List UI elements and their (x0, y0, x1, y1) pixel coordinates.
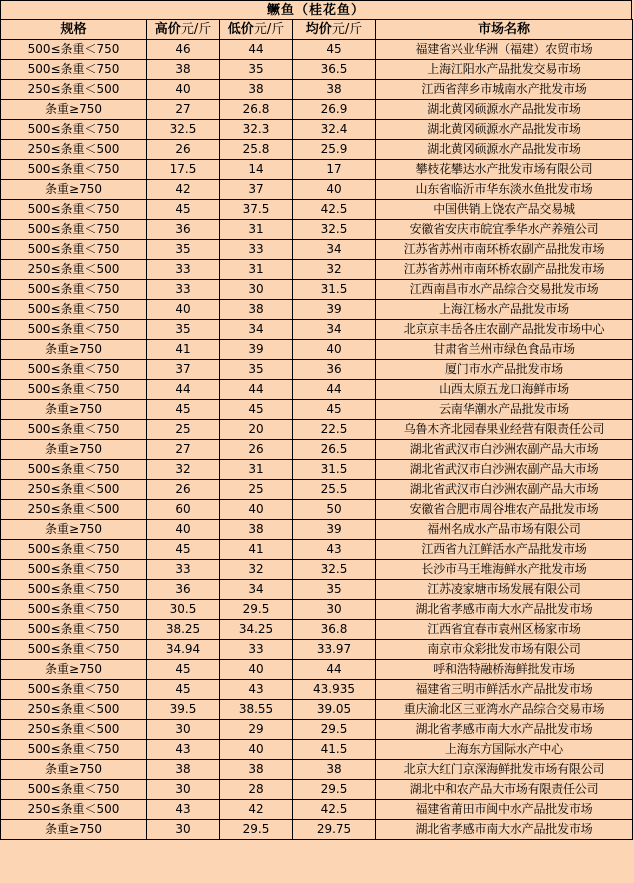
cell-high-price: 41 (147, 340, 220, 360)
cell-market: 安徽省安庆市皖宜季华水产养殖公司 (376, 220, 633, 240)
table-row (1, 380, 633, 400)
cell-spec: 500≤条重＜750 (1, 200, 147, 220)
table-row (1, 280, 633, 300)
cell-low-price: 38 (220, 520, 293, 540)
cell-spec: 500≤条重＜750 (1, 600, 147, 620)
cell-low-price: 42 (220, 800, 293, 820)
header-low-unit: 元/斤 (253, 22, 285, 37)
table-row (1, 580, 633, 600)
cell-spec: 250≤条重＜500 (1, 260, 147, 280)
cell-market: 湖北省孝感市南大水产品批发市场 (376, 820, 633, 840)
cell-market: 北京京丰岳各庄农副产品批发市场中心 (376, 320, 633, 340)
table-row (1, 440, 633, 460)
cell-spec: 250≤条重＜500 (1, 500, 147, 520)
cell-avg-price: 40 (293, 180, 376, 200)
cell-avg-price: 32.5 (293, 220, 376, 240)
cell-market: 安徽省合肥市周谷堆农产品批发市场 (376, 500, 633, 520)
table-row (1, 60, 633, 80)
cell-low-price: 33 (220, 640, 293, 660)
cell-low-price: 41 (220, 540, 293, 560)
table-row (1, 660, 633, 680)
cell-avg-price: 25.9 (293, 140, 376, 160)
table-row (1, 700, 633, 720)
cell-market: 福建省三明市鲜活水产品批发市场 (376, 680, 633, 700)
cell-market: 上海东方国际水产中心 (376, 740, 633, 760)
cell-spec: 500≤条重＜750 (1, 420, 147, 440)
header-low-label: 低价 (227, 22, 254, 37)
table-row (1, 180, 633, 200)
cell-low-price: 45 (220, 400, 293, 420)
cell-spec: 条重≥750 (1, 400, 147, 420)
cell-avg-price: 25.5 (293, 480, 376, 500)
header-high-label: 高价 (154, 22, 181, 37)
cell-avg-price: 41.5 (293, 740, 376, 760)
cell-market: 福州名成水产品市场有限公司 (376, 520, 633, 540)
cell-avg-price: 39.05 (293, 700, 376, 720)
cell-avg-price: 36.8 (293, 620, 376, 640)
cell-low-price: 20 (220, 420, 293, 440)
cell-market: 湖北黄冈硕源水产品批发市场 (376, 100, 633, 120)
table-row (1, 40, 633, 60)
cell-high-price: 38.25 (147, 620, 220, 640)
cell-high-price: 43 (147, 800, 220, 820)
cell-low-price: 38.55 (220, 700, 293, 720)
cell-avg-price: 44 (293, 660, 376, 680)
cell-high-price: 30 (147, 780, 220, 800)
cell-avg-price: 42.5 (293, 200, 376, 220)
table-row (1, 200, 633, 220)
table-row (1, 760, 633, 780)
table-row (1, 520, 633, 540)
cell-spec: 250≤条重＜500 (1, 140, 147, 160)
cell-low-price: 40 (220, 500, 293, 520)
cell-low-price: 31 (220, 220, 293, 240)
cell-spec: 500≤条重＜750 (1, 120, 147, 140)
table-row (1, 740, 633, 760)
cell-high-price: 17.5 (147, 160, 220, 180)
table-row (1, 260, 633, 280)
cell-market: 上海江阳水产品批发交易市场 (376, 60, 633, 80)
table-row (1, 500, 633, 520)
cell-avg-price: 43.935 (293, 680, 376, 700)
table-row (1, 640, 633, 660)
cell-market: 湖北省孝感市南大水产品批发市场 (376, 720, 633, 740)
header-spec: 规格 (1, 20, 147, 40)
cell-avg-price: 42.5 (293, 800, 376, 820)
cell-spec: 250≤条重＜500 (1, 80, 147, 100)
cell-high-price: 35 (147, 240, 220, 260)
cell-high-price: 33 (147, 260, 220, 280)
table-row (1, 680, 633, 700)
cell-high-price: 26 (147, 480, 220, 500)
cell-market: 江西省宜春市袁州区杨家市场 (376, 620, 633, 640)
cell-spec: 条重≥750 (1, 760, 147, 780)
cell-market: 江苏省苏州市南环桥农副产品批发市场 (376, 260, 633, 280)
table-row (1, 720, 633, 740)
cell-market: 福建省兴业华洲（福建）农贸市场 (376, 40, 633, 60)
cell-low-price: 34.25 (220, 620, 293, 640)
header-avg-price (293, 20, 376, 40)
cell-spec: 500≤条重＜750 (1, 60, 147, 80)
cell-avg-price: 34 (293, 320, 376, 340)
cell-low-price: 39 (220, 340, 293, 360)
table-body (1, 40, 633, 840)
cell-spec: 条重≥750 (1, 100, 147, 120)
header-market: 市场名称 (376, 20, 633, 40)
cell-market: 湖北中和农产品大市场有限责任公司 (376, 780, 633, 800)
header-avg-label: 均价 (305, 22, 332, 37)
cell-low-price: 31 (220, 260, 293, 280)
cell-low-price: 29.5 (220, 820, 293, 840)
cell-high-price: 32.5 (147, 120, 220, 140)
cell-low-price: 40 (220, 660, 293, 680)
price-table (0, 19, 633, 840)
table-row (1, 320, 633, 340)
cell-spec: 500≤条重＜750 (1, 380, 147, 400)
cell-low-price: 14 (220, 160, 293, 180)
cell-high-price: 45 (147, 200, 220, 220)
cell-avg-price: 50 (293, 500, 376, 520)
table-row (1, 600, 633, 620)
cell-spec: 500≤条重＜750 (1, 540, 147, 560)
cell-high-price: 33 (147, 280, 220, 300)
cell-avg-price: 32.5 (293, 560, 376, 580)
cell-avg-price: 40 (293, 340, 376, 360)
table-row (1, 100, 633, 120)
cell-spec: 条重≥750 (1, 180, 147, 200)
cell-low-price: 25 (220, 480, 293, 500)
cell-avg-price: 45 (293, 400, 376, 420)
cell-market: 江西省九江鲜活水产品批发市场 (376, 540, 633, 560)
cell-high-price: 30 (147, 720, 220, 740)
cell-high-price: 43 (147, 740, 220, 760)
cell-low-price: 37.5 (220, 200, 293, 220)
cell-avg-price: 29.75 (293, 820, 376, 840)
cell-avg-price: 33.97 (293, 640, 376, 660)
cell-avg-price: 35 (293, 580, 376, 600)
cell-avg-price: 22.5 (293, 420, 376, 440)
cell-avg-price: 30 (293, 600, 376, 620)
cell-avg-price: 17 (293, 160, 376, 180)
cell-market: 湖北省武汉市白沙洲农副产品大市场 (376, 440, 633, 460)
cell-low-price: 29 (220, 720, 293, 740)
cell-low-price: 35 (220, 360, 293, 380)
cell-market: 中国供销上饶农产品交易城 (376, 200, 633, 220)
sheet-title: 鳜鱼（桂花鱼） (0, 0, 632, 20)
cell-spec: 条重≥750 (1, 440, 147, 460)
cell-high-price: 25 (147, 420, 220, 440)
cell-low-price: 30 (220, 280, 293, 300)
cell-avg-price: 26.5 (293, 440, 376, 460)
header-high-unit: 元/斤 (180, 22, 212, 37)
cell-high-price: 45 (147, 400, 220, 420)
cell-market: 山东省临沂市华东淡水鱼批发市场 (376, 180, 633, 200)
cell-low-price: 44 (220, 40, 293, 60)
cell-spec: 500≤条重＜750 (1, 740, 147, 760)
table-row (1, 540, 633, 560)
cell-low-price: 33 (220, 240, 293, 260)
cell-avg-price: 44 (293, 380, 376, 400)
cell-spec: 500≤条重＜750 (1, 220, 147, 240)
cell-avg-price: 39 (293, 300, 376, 320)
cell-high-price: 38 (147, 760, 220, 780)
cell-spec: 500≤条重＜750 (1, 680, 147, 700)
table-row (1, 460, 633, 480)
cell-low-price: 34 (220, 320, 293, 340)
cell-low-price: 38 (220, 300, 293, 320)
cell-high-price: 40 (147, 80, 220, 100)
cell-low-price: 32 (220, 560, 293, 580)
cell-low-price: 34 (220, 580, 293, 600)
cell-low-price: 43 (220, 680, 293, 700)
cell-low-price: 37 (220, 180, 293, 200)
table-row (1, 220, 633, 240)
cell-spec: 250≤条重＜500 (1, 800, 147, 820)
cell-high-price: 30.5 (147, 600, 220, 620)
cell-market: 江西省萍乡市城南水产批发市场 (376, 80, 633, 100)
cell-avg-price: 34 (293, 240, 376, 260)
cell-avg-price: 32.4 (293, 120, 376, 140)
cell-low-price: 26 (220, 440, 293, 460)
cell-spec: 500≤条重＜750 (1, 780, 147, 800)
cell-spec: 250≤条重＜500 (1, 700, 147, 720)
cell-market: 南京市众彩批发市场有限公司 (376, 640, 633, 660)
cell-spec: 500≤条重＜750 (1, 580, 147, 600)
table-row (1, 560, 633, 580)
cell-market: 重庆渝北区三亚湾水产品综合交易市场 (376, 700, 633, 720)
table-row (1, 780, 633, 800)
cell-high-price: 35 (147, 320, 220, 340)
cell-avg-price: 45 (293, 40, 376, 60)
cell-low-price: 29.5 (220, 600, 293, 620)
cell-spec: 500≤条重＜750 (1, 240, 147, 260)
cell-spec: 250≤条重＜500 (1, 720, 147, 740)
table-row (1, 800, 633, 820)
cell-market: 长沙市马王堆海鲜水产批发市场 (376, 560, 633, 580)
cell-high-price: 36 (147, 220, 220, 240)
cell-market: 云南华潮水产品批发市场 (376, 400, 633, 420)
table-row (1, 120, 633, 140)
table-row (1, 360, 633, 380)
cell-high-price: 38 (147, 60, 220, 80)
cell-low-price: 38 (220, 760, 293, 780)
table-row (1, 340, 633, 360)
cell-spec: 500≤条重＜750 (1, 40, 147, 60)
table-row (1, 420, 633, 440)
cell-avg-price: 26.9 (293, 100, 376, 120)
cell-spec: 条重≥750 (1, 340, 147, 360)
cell-spec: 500≤条重＜750 (1, 620, 147, 640)
table-row (1, 240, 633, 260)
cell-avg-price: 36 (293, 360, 376, 380)
header-low-price (220, 20, 293, 40)
cell-market: 甘肃省兰州市绿色食品市场 (376, 340, 633, 360)
cell-high-price: 36 (147, 580, 220, 600)
cell-avg-price: 29.5 (293, 780, 376, 800)
cell-high-price: 40 (147, 520, 220, 540)
cell-market: 山西太原五龙口海鲜市场 (376, 380, 633, 400)
cell-spec: 500≤条重＜750 (1, 560, 147, 580)
cell-market: 乌鲁木齐北园春果业经营有限责任公司 (376, 420, 633, 440)
header-high-price (147, 20, 220, 40)
cell-low-price: 25.8 (220, 140, 293, 160)
cell-avg-price: 31.5 (293, 460, 376, 480)
table-row (1, 480, 633, 500)
cell-spec: 500≤条重＜750 (1, 280, 147, 300)
table-row (1, 820, 633, 840)
cell-low-price: 35 (220, 60, 293, 80)
cell-high-price: 45 (147, 660, 220, 680)
cell-market: 湖北黄冈硕源水产品批发市场 (376, 140, 633, 160)
cell-high-price: 27 (147, 440, 220, 460)
cell-low-price: 28 (220, 780, 293, 800)
cell-low-price: 31 (220, 460, 293, 480)
cell-spec: 500≤条重＜750 (1, 360, 147, 380)
cell-spec: 500≤条重＜750 (1, 160, 147, 180)
cell-low-price: 40 (220, 740, 293, 760)
cell-avg-price: 39 (293, 520, 376, 540)
cell-spec: 500≤条重＜750 (1, 460, 147, 480)
cell-market: 北京大红门京深海鲜批发市场有限公司 (376, 760, 633, 780)
cell-market: 福建省莆田市闽中水产品批发市场 (376, 800, 633, 820)
cell-spec: 250≤条重＜500 (1, 480, 147, 500)
cell-high-price: 26 (147, 140, 220, 160)
header-avg-unit: 元/斤 (331, 22, 363, 37)
cell-spec: 500≤条重＜750 (1, 640, 147, 660)
cell-avg-price: 36.5 (293, 60, 376, 80)
cell-market: 江苏凌家塘市场发展有限公司 (376, 580, 633, 600)
cell-avg-price: 38 (293, 760, 376, 780)
cell-market: 呼和浩特融桥海鲜批发市场 (376, 660, 633, 680)
table-row (1, 140, 633, 160)
cell-market: 厦门市水产品批发市场 (376, 360, 633, 380)
cell-high-price: 27 (147, 100, 220, 120)
cell-high-price: 37 (147, 360, 220, 380)
cell-high-price: 32 (147, 460, 220, 480)
cell-spec: 条重≥750 (1, 820, 147, 840)
cell-avg-price: 31.5 (293, 280, 376, 300)
cell-high-price: 33 (147, 560, 220, 580)
cell-market: 湖北省武汉市白沙洲农副产品大市场 (376, 460, 633, 480)
cell-avg-price: 32 (293, 260, 376, 280)
cell-market: 湖北省孝感市南大水产品批发市场 (376, 600, 633, 620)
cell-market: 湖北黄冈硕源水产品批发市场 (376, 120, 633, 140)
cell-high-price: 45 (147, 540, 220, 560)
cell-market: 江西南昌市水产品综合交易批发市场 (376, 280, 633, 300)
cell-high-price: 60 (147, 500, 220, 520)
header-row (1, 20, 633, 40)
cell-low-price: 44 (220, 380, 293, 400)
cell-high-price: 44 (147, 380, 220, 400)
cell-high-price: 42 (147, 180, 220, 200)
cell-market: 湖北省武汉市白沙洲农副产品大市场 (376, 480, 633, 500)
cell-market: 上海江杨水产品批发市场 (376, 300, 633, 320)
cell-high-price: 30 (147, 820, 220, 840)
table-row (1, 80, 633, 100)
cell-spec: 条重≥750 (1, 520, 147, 540)
cell-low-price: 32.3 (220, 120, 293, 140)
cell-market: 江苏省苏州市南环桥农副产品批发市场 (376, 240, 633, 260)
table-row (1, 300, 633, 320)
cell-high-price: 46 (147, 40, 220, 60)
cell-low-price: 38 (220, 80, 293, 100)
cell-avg-price: 43 (293, 540, 376, 560)
cell-high-price: 45 (147, 680, 220, 700)
table-row (1, 160, 633, 180)
cell-low-price: 26.8 (220, 100, 293, 120)
cell-avg-price: 29.5 (293, 720, 376, 740)
cell-spec: 500≤条重＜750 (1, 320, 147, 340)
cell-high-price: 34.94 (147, 640, 220, 660)
table-row (1, 400, 633, 420)
table-row (1, 620, 633, 640)
cell-market: 攀枝花攀达水产批发市场有限公司 (376, 160, 633, 180)
cell-spec: 条重≥750 (1, 660, 147, 680)
cell-high-price: 40 (147, 300, 220, 320)
cell-spec: 500≤条重＜750 (1, 300, 147, 320)
cell-high-price: 39.5 (147, 700, 220, 720)
cell-avg-price: 38 (293, 80, 376, 100)
